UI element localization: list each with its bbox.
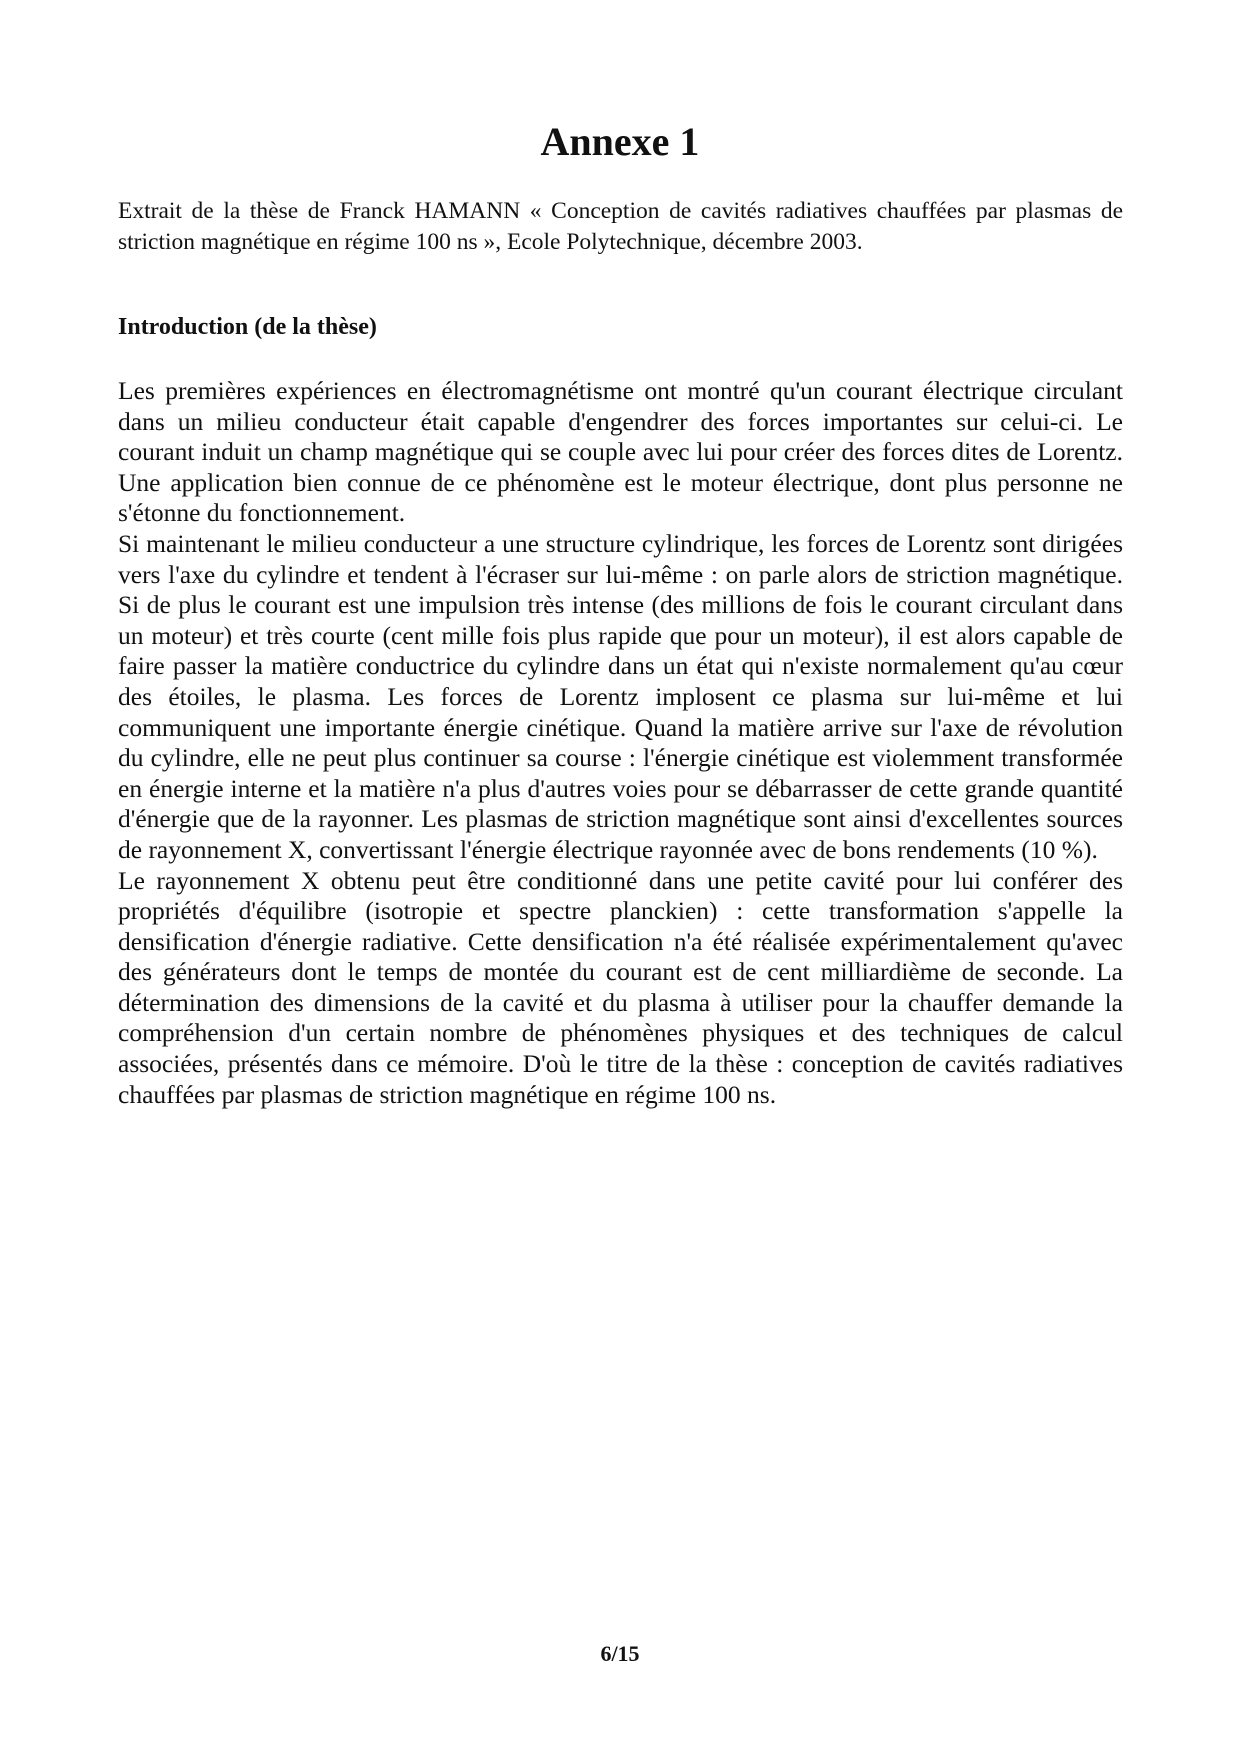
paragraph-3: Le rayonnement X obtenu peut être conditionné dans une petite cavité pour lui conférer des propriétés d'équilibre (isotropie et spectre planckien) : cette transformation s'appelle la densification d'énergie radiative. Cette densification n'a été réalisée expérimentalement qu'avec des générateurs dont le temps de montée du courant est de cent milliardième de seconde. La détermination des dimensions de la cavité et du plasma à utiliser pour la chauffer demande la compréhension d'un certain nombre de phénomènes physiques et des techniques de calcul associées, présentés dans ce mémoire. D'où le titre de la thèse : conception de cavités radiatives chauffées par plasmas de striction magnétique en régime 100 ns. (118, 865, 1123, 1109)
paragraph-1: Les premières expériences en électromagnétisme ont montré qu'un courant électrique circulant dans un milieu conducteur était capable d'engendrer des forces importantes sur celui-ci. Le courant induit un champ magnétique qui se couple avec lui pour créer des forces dites de Lorentz. Une application bien connue de ce phénomène est le moteur électrique, dont plus personne ne s'étonne du fonctionnement. (118, 376, 1123, 528)
introduction-body (118, 376, 1123, 1110)
extract-citation: Extrait de la thèse de Franck HAMANN « Conception de cavités radiatives chauffées par plasmas de striction magnétique en régime 100 ns », Ecole Polytechnique, décembre 2003. (118, 198, 1123, 255)
section-heading: Introduction (de la thèse) (118, 314, 377, 340)
page-title: Annexe 1 (540, 119, 700, 164)
paragraph-2: Si maintenant le milieu conducteur a une structure cylindrique, les forces de Lorentz sont dirigées vers l'axe du cylindre et tendent à l'écraser sur lui-même : on parle alors de striction magnétique. Si de plus le courant est une impulsion très intense (des millions de fois le courant circulant dans un moteur) et très courte (cent mille fois plus rapide que pour un moteur), il est alors capable de faire passer la matière conductrice du cylindre dans un état qui n'existe normalement qu'au cœur des étoiles, le plasma. Les forces de Lorentz implosent ce plasma sur lui-même et lui communiquent une importante énergie cinétique. Quand la matière arrive sur l'axe de révolution du cylindre, elle ne peut plus continuer sa course : l'énergie cinétique est violemment transformée en énergie interne et la matière n'a plus d'autres voies pour se débarrasser de cette grande quantité d'énergie que de la rayonner. Les plasmas de striction magnétique sont ainsi d'excellentes sources de rayonnement X, convertissant l'énergie électrique rayonnée avec de bons rendements (10 %). (118, 528, 1123, 864)
page-number: 6/15 (600, 1641, 640, 1666)
